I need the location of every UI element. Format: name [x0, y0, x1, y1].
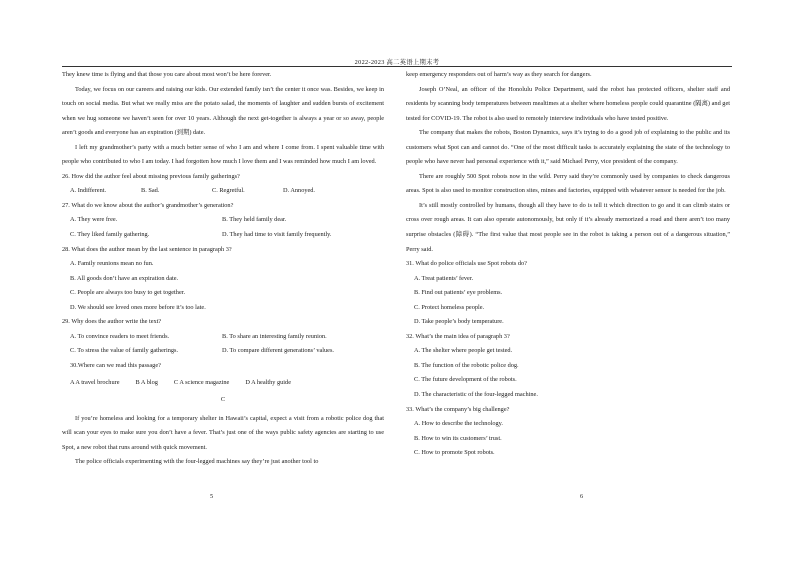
question-stem: 32. What’s the main idea of paragraph 3? — [406, 332, 510, 340]
option: C. They liked family gathering. — [70, 231, 150, 239]
option: A. Indifferent. — [70, 187, 107, 195]
page-header: 2022-2023 高二英语上期末考 — [354, 59, 440, 66]
question-stem: 26. How did the author feel about missing previous family gatherings? — [62, 172, 240, 180]
option: A. They were free. — [70, 216, 118, 224]
option: A A travel brochure — [70, 379, 120, 387]
option: A. The shelter where people get tested. — [414, 347, 513, 355]
paragraph: I left my grandmother’s party with a much better sense of who I am and where I come from. I spent valuable time with people who contributed to who I am today. I had forgotten how much I love them and I was reminded how much I am loved. — [62, 143, 384, 166]
question-26 — [62, 170, 384, 199]
paragraph: Today, we focus on our careers and raising our kids. Our extended family isn’t the center it once was. Besides, we keep in touch on social media. But what we really miss are the potato salad, the moments of laughter and sudden bursts of excitement when we hug someone we haven’t seen for over 10 years. Although the next get-together is always a year or so away, people aren’t goods and everyone has an expiration (到期) date. — [62, 85, 384, 137]
option: C. People are always too busy to get together. — [70, 289, 186, 297]
question-31 — [406, 257, 730, 330]
paragraph: The police officials experimenting with the four-legged machines say they’re just another tool to — [75, 458, 319, 466]
option: B. They held family dear. — [222, 216, 287, 224]
option: C. Regretful. — [212, 187, 245, 195]
option: C. How to promote Spot robots. — [414, 449, 495, 457]
question-27 — [62, 199, 384, 243]
option: B A blog — [135, 379, 158, 387]
question-28 — [62, 243, 384, 316]
options-row — [62, 344, 384, 359]
option: A. To convince readers to meet friends. — [70, 332, 170, 340]
option: B. To share an interesting family reunion. — [222, 332, 327, 340]
question-stem: 31. What do police officials use Spot robots do? — [406, 260, 527, 268]
option: D A healthy guide — [245, 379, 291, 387]
option: B. How to win its customers’ trust. — [414, 434, 502, 442]
passage-label: C — [220, 396, 226, 404]
option: B. The function of the robotic police dog. — [414, 361, 519, 369]
paragraph: Joseph O’Neal, an officer of the Honolulu Police Department, said the robot has protected officers, shelter staff and residents by scanning body temperatures between mealtimes at a shelter where homeless people could quarantine (隔离) and get tested for COVID-19. The robot is also used to remotely interview individuals who have tested positive. — [406, 85, 730, 122]
option: A. Treat patients’ fever. — [414, 274, 474, 282]
right-column — [406, 68, 730, 461]
options-row — [62, 213, 384, 228]
option: C. To stress the value of family gatherings. — [70, 347, 179, 355]
options-row — [62, 228, 384, 243]
option: B. All goods don’t have an expiration date. — [70, 274, 179, 282]
option: D. We should see loved ones more before it’s too late. — [70, 303, 206, 311]
question-29 — [62, 315, 384, 359]
option: C. The future development of the robots. — [414, 376, 517, 384]
page-number-right: 6 — [580, 493, 584, 500]
question-32 — [406, 330, 730, 403]
options-row — [62, 330, 384, 345]
paragraph: The company that makes the robots, Boston Dynamics, says it’s trying to do a good job of explaining to the public and its customers what Spot can and cannot do. “One of the most difficult tasks is accurately explaining the state of the technology to people who have never had personal experience with it,” said Michael Perry, vice president of the company. — [406, 129, 730, 166]
option: A. Family reunions mean no fun. — [70, 260, 154, 268]
option: C A science magazine — [173, 379, 230, 387]
option: B. Sad. — [141, 187, 160, 195]
option: D. Annoyed. — [283, 187, 316, 195]
options-row — [62, 376, 384, 391]
question-33 — [406, 403, 730, 461]
paragraph: They knew time is flying and that those you care about most won’t be here forever. — [62, 71, 272, 78]
question-stem: 30.Where can we read this passage? — [70, 361, 161, 369]
options-row — [62, 184, 384, 199]
page-number-left: 5 — [210, 493, 214, 500]
question-30 — [62, 359, 384, 391]
option: D. They had time to visit family frequently. — [222, 231, 332, 239]
paragraph: If you’re homeless and looking for a temporary shelter in Hawaii’s capital, expect a visit from a robotic police dog that will scan your eyes to make sure you don’t have a fever. That’s just one of the ways public safety agencies are starting to use Spot, a new robot that runs around with quick movement. — [62, 414, 384, 451]
option: D. Take people’s body temperature. — [414, 318, 504, 326]
paragraph: keep emergency responders out of harm’s way as they search for dangers. — [406, 71, 592, 78]
option: D. To compare different generations’ values. — [222, 347, 334, 355]
option: C. Protect homeless people. — [414, 303, 485, 311]
left-column — [62, 68, 384, 470]
header-rule — [62, 66, 732, 67]
option: D. The characteristic of the four-legged machine. — [414, 391, 538, 399]
question-stem: 29. Why does the author write the text? — [62, 318, 162, 326]
paragraph: There are roughly 500 Spot robots now in the wild. Perry said they’re commonly used by companies to check dangerous areas. Spot is also used to monitor construction sites, mines and factories, equipped with whatever sensor is needed for the job. — [406, 172, 730, 195]
option: B. Find out patients’ eye problems. — [414, 289, 503, 297]
question-stem: 27. What do we know about the author’s grandmother’s generation? — [62, 201, 234, 209]
option: A. How to describe the technology. — [414, 420, 503, 428]
question-stem: 33. What’s the company’s big challenge? — [406, 405, 510, 413]
question-stem: 28. What does the author mean by the last sentence in paragraph 3? — [62, 245, 232, 253]
paragraph: It’s still mostly controlled by humans, though all they have to do is tell it which direction to go and it can climb stairs or cross over rough areas. It can also operate autonomously, but only if it’s already memorized a road and there aren’t too many surprise obstacles (障碍). “The first value that most people see in the robot is taking a person out of a dangerous situation,” Perry said. — [406, 201, 730, 253]
